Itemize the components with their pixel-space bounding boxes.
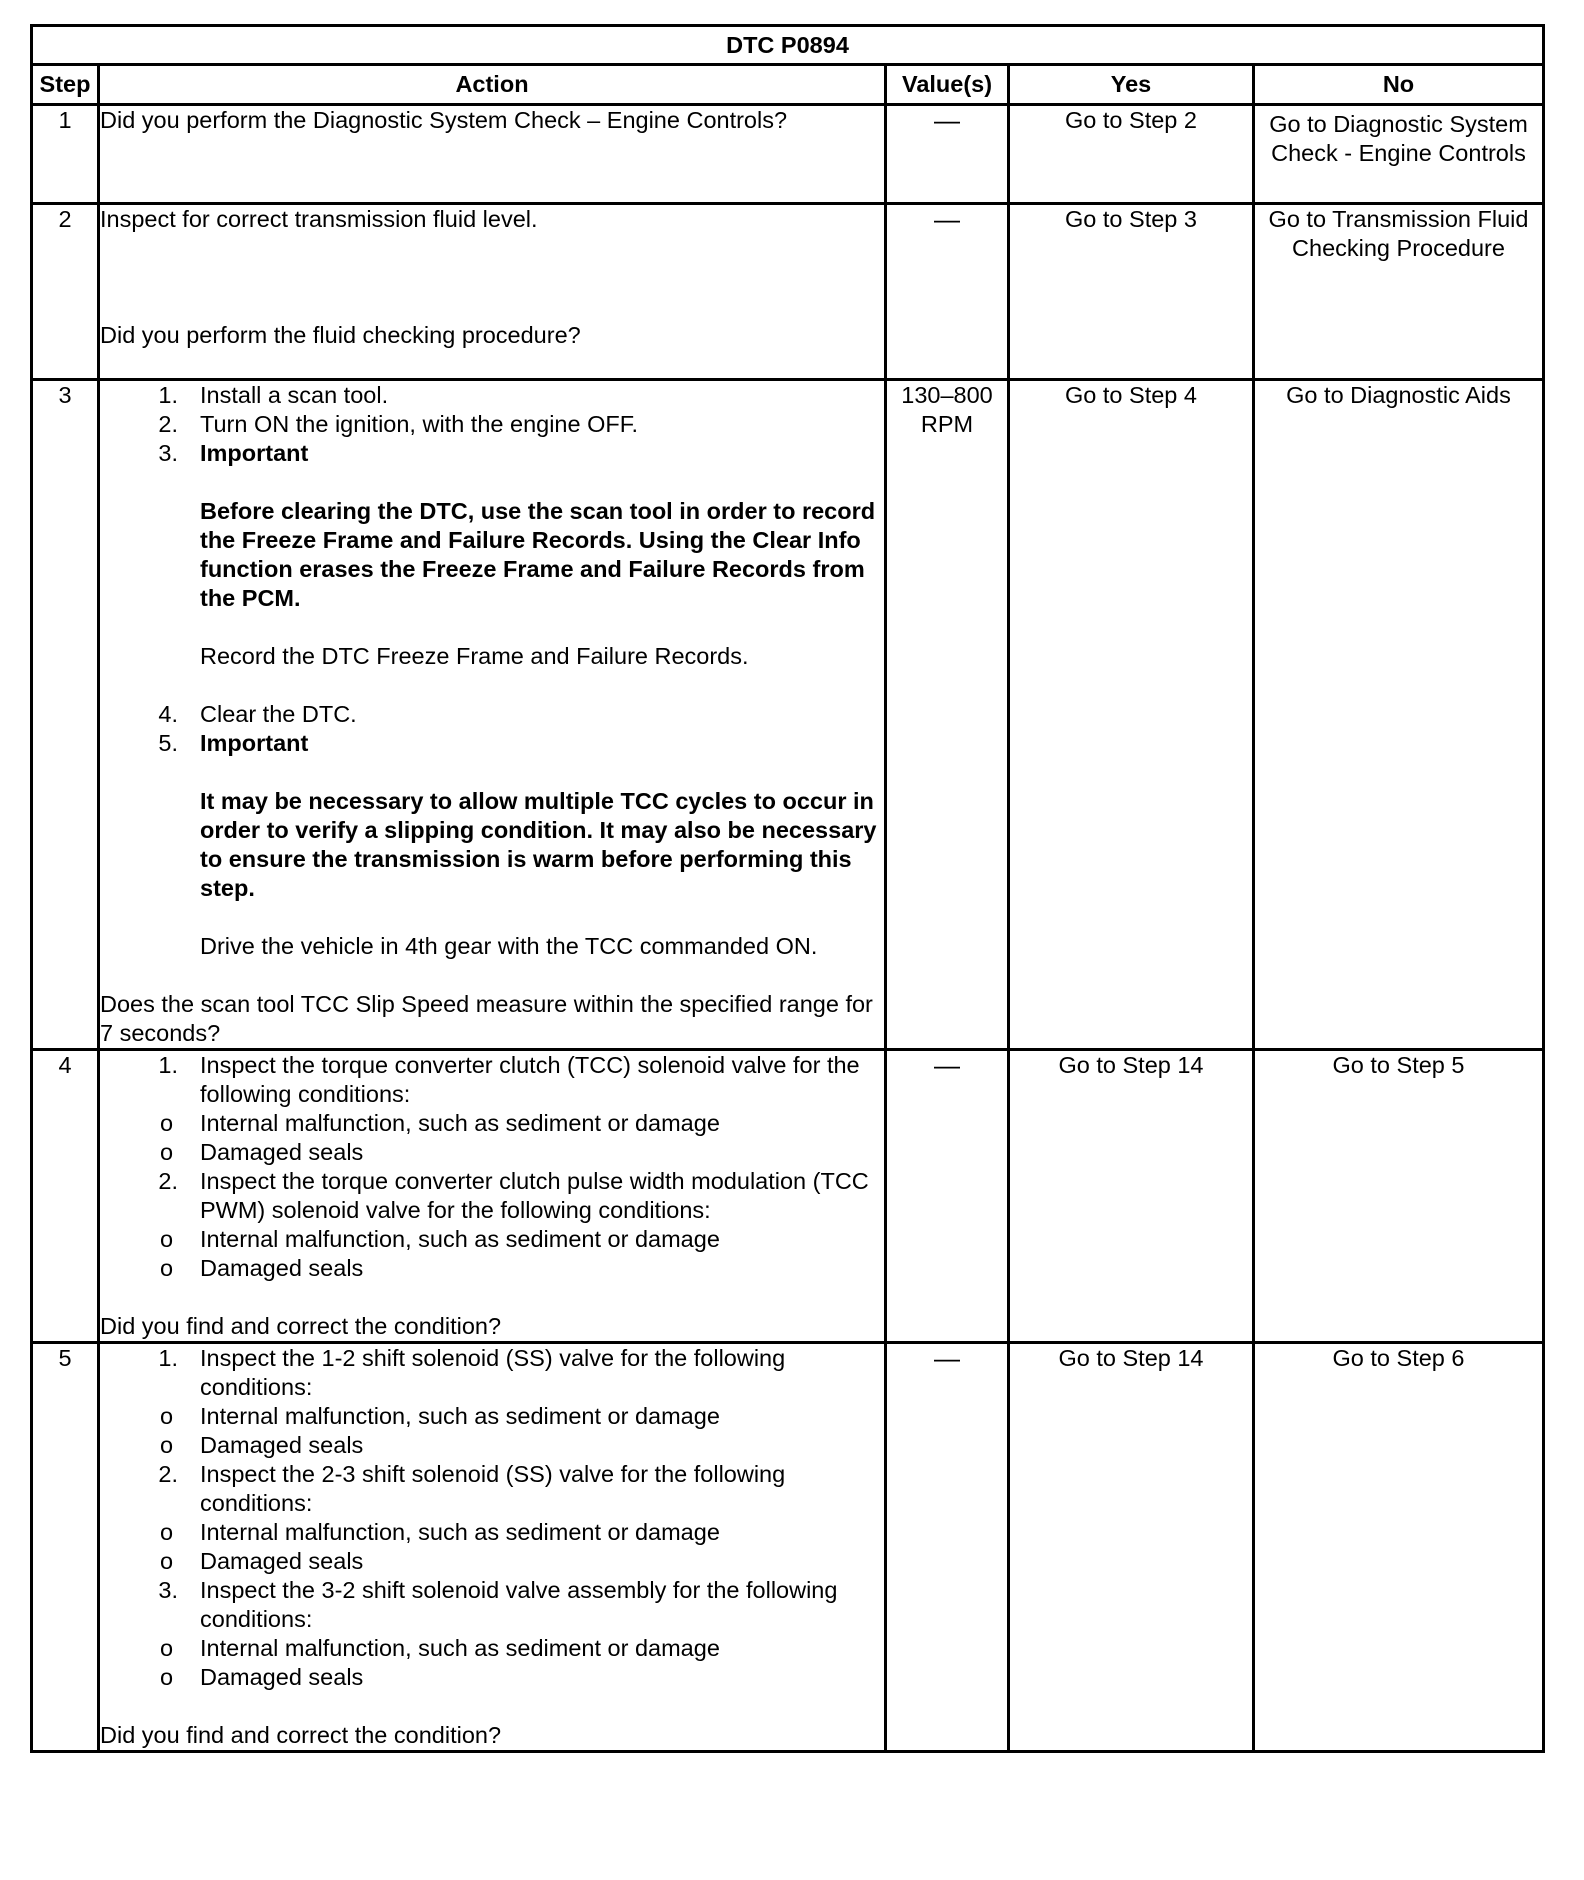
header-no: No	[1254, 65, 1544, 105]
item-text: Turn ON the ignition, with the engine OFF.	[200, 411, 639, 437]
important-note: It may be necessary to allow multiple TCC cycles to occur in order to verify a slipping condition. It may also be necessary to ensure the transmission is warm before performing this step.	[200, 788, 877, 901]
no-cell	[1254, 204, 1544, 380]
list-item	[100, 1547, 884, 1576]
list-item	[100, 410, 884, 439]
value-range: 130–800	[901, 382, 993, 408]
procedure-list	[100, 1051, 884, 1312]
table-row	[32, 380, 1544, 1050]
condition-text: Damaged seals	[200, 1664, 364, 1690]
procedure-list	[100, 381, 884, 990]
yes-cell	[1009, 1343, 1254, 1752]
value-unit: RPM	[920, 411, 974, 437]
bullet-icon: o	[160, 1110, 174, 1136]
list-item	[100, 1167, 884, 1312]
yes-link[interactable]: Go to Step 4	[1065, 382, 1197, 408]
yes-cell	[1009, 380, 1254, 1050]
list-item	[100, 1051, 884, 1167]
action-question: Did you perform the fluid checking procedure?	[100, 322, 581, 348]
important-note: Before clearing the DTC, use the scan tool in order to record the Freeze Frame and Failure Records. Using the Clear Info function erases the Freeze Frame and Failure Records from the PCM.	[200, 498, 876, 611]
step-number: 3	[32, 380, 99, 1050]
bullet-icon: o	[160, 1255, 174, 1281]
yes-cell	[1009, 1050, 1254, 1343]
item-text: Inspect the torque converter clutch (TCC) solenoid valve for the following conditions:	[200, 1052, 860, 1107]
yes-cell	[1009, 204, 1254, 380]
list-item	[100, 1431, 884, 1460]
bullet-icon: o	[160, 1403, 174, 1429]
value-cell: —	[886, 1343, 1009, 1752]
list-item	[100, 700, 884, 729]
list-item	[100, 1344, 884, 1460]
no-link[interactable]: Go to Diagnostic System Check - Engine Controls	[1269, 111, 1528, 166]
item-number: 1.	[158, 382, 178, 408]
item-number: 1.	[158, 1052, 178, 1078]
item-text: Inspect the 2-3 shift solenoid (SS) valve for the following conditions:	[200, 1461, 786, 1516]
list-item	[100, 1576, 884, 1721]
condition-text: Damaged seals	[200, 1139, 364, 1165]
no-cell	[1254, 1343, 1544, 1752]
header-values: Value(s)	[886, 65, 1009, 105]
action-question: Did you perform the Diagnostic System Check – Engine Controls?	[100, 107, 788, 133]
no-cell	[1254, 105, 1544, 204]
action-cell	[99, 1050, 886, 1343]
yes-link[interactable]: Go to Step 2	[1065, 107, 1197, 133]
list-item	[100, 729, 884, 990]
no-cell	[1254, 1050, 1544, 1343]
value-cell	[886, 380, 1009, 1050]
item-text: Drive the vehicle in 4th gear with the TCC commanded ON.	[200, 933, 818, 959]
condition-text: Damaged seals	[200, 1432, 364, 1458]
action-cell	[99, 105, 886, 204]
value-cell: —	[886, 105, 1009, 204]
no-link[interactable]: Go to Transmission Fluid Checking Procedure	[1268, 206, 1529, 261]
header-step: Step	[32, 65, 99, 105]
dtc-table	[30, 24, 1545, 1753]
condition-text: Internal malfunction, such as sediment or damage	[200, 1403, 720, 1429]
bullet-icon: o	[160, 1635, 174, 1661]
item-text: Install a scan tool.	[200, 382, 389, 408]
header-action: Action	[99, 65, 886, 105]
yes-cell	[1009, 105, 1254, 204]
bullet-icon: o	[160, 1226, 174, 1252]
list-item	[100, 1225, 884, 1254]
item-number: 3.	[158, 440, 178, 466]
item-text: Inspect the 3-2 shift solenoid valve assembly for the following conditions:	[200, 1577, 838, 1632]
item-text: Inspect the 1-2 shift solenoid (SS) valve for the following conditions:	[200, 1345, 786, 1400]
list-item	[100, 1663, 884, 1692]
action-cell	[99, 1343, 886, 1752]
no-link[interactable]: Go to Diagnostic Aids	[1286, 382, 1511, 408]
bullet-icon: o	[160, 1139, 174, 1165]
action-intro: Inspect for correct transmission fluid level.	[100, 206, 538, 232]
table-title: DTC P0894	[32, 26, 1544, 65]
title-row	[32, 26, 1544, 65]
action-cell	[99, 204, 886, 380]
bullet-icon: o	[160, 1664, 174, 1690]
procedure-list	[100, 1344, 884, 1721]
condition-text: Damaged seals	[200, 1255, 364, 1281]
condition-list	[100, 1634, 884, 1692]
list-item	[100, 1138, 884, 1167]
list-item	[100, 1109, 884, 1138]
item-number: 2.	[158, 1168, 178, 1194]
action-question: Did you find and correct the condition?	[100, 1722, 502, 1748]
condition-text: Internal malfunction, such as sediment or damage	[200, 1519, 720, 1545]
yes-link[interactable]: Go to Step 14	[1058, 1052, 1204, 1078]
condition-list	[100, 1225, 884, 1283]
important-heading: Important	[200, 730, 309, 756]
condition-list	[100, 1402, 884, 1460]
list-item	[100, 1402, 884, 1431]
action-question: Does the scan tool TCC Slip Speed measure within the specified range for 7 seconds?	[100, 991, 873, 1046]
condition-text: Damaged seals	[200, 1548, 364, 1574]
header-yes: Yes	[1009, 65, 1254, 105]
yes-link[interactable]: Go to Step 3	[1065, 206, 1197, 232]
action-cell	[99, 380, 886, 1050]
list-item	[100, 439, 884, 700]
step-number: 5	[32, 1343, 99, 1752]
bullet-icon: o	[160, 1432, 174, 1458]
item-number: 4.	[158, 701, 178, 727]
condition-text: Internal malfunction, such as sediment or damage	[200, 1226, 720, 1252]
no-link[interactable]: Go to Step 5	[1332, 1052, 1465, 1078]
action-question: Did you find and correct the condition?	[100, 1313, 502, 1339]
item-number: 1.	[158, 1345, 178, 1371]
item-number: 2.	[158, 411, 178, 437]
item-text: Clear the DTC.	[200, 701, 357, 727]
condition-text: Internal malfunction, such as sediment or damage	[200, 1635, 720, 1661]
condition-list	[100, 1518, 884, 1576]
table-row	[32, 204, 1544, 380]
header-row	[32, 65, 1544, 105]
step-number: 1	[32, 105, 99, 204]
item-text: Inspect the torque converter clutch pulse width modulation (TCC PWM) solenoid valve for the following conditions:	[200, 1168, 869, 1223]
value-cell: —	[886, 1050, 1009, 1343]
list-item	[100, 1254, 884, 1283]
item-number: 2.	[158, 1461, 178, 1487]
table-row	[32, 1343, 1544, 1752]
condition-text: Internal malfunction, such as sediment or damage	[200, 1110, 720, 1136]
list-item	[100, 1518, 884, 1547]
bullet-icon: o	[160, 1519, 174, 1545]
bullet-icon: o	[160, 1548, 174, 1574]
list-item	[100, 1634, 884, 1663]
item-text: Record the DTC Freeze Frame and Failure Records.	[200, 643, 749, 669]
item-number: 5.	[158, 730, 178, 756]
item-number: 3.	[158, 1577, 178, 1603]
table-row	[32, 1050, 1544, 1343]
no-link[interactable]: Go to Step 6	[1332, 1345, 1465, 1371]
value-cell: —	[886, 204, 1009, 380]
condition-list	[100, 1109, 884, 1167]
yes-link[interactable]: Go to Step 14	[1058, 1345, 1204, 1371]
list-item	[100, 381, 884, 410]
list-item	[100, 1460, 884, 1576]
step-number: 4	[32, 1050, 99, 1343]
step-number: 2	[32, 204, 99, 380]
table-row	[32, 105, 1544, 204]
important-heading: Important	[200, 440, 309, 466]
no-cell	[1254, 380, 1544, 1050]
